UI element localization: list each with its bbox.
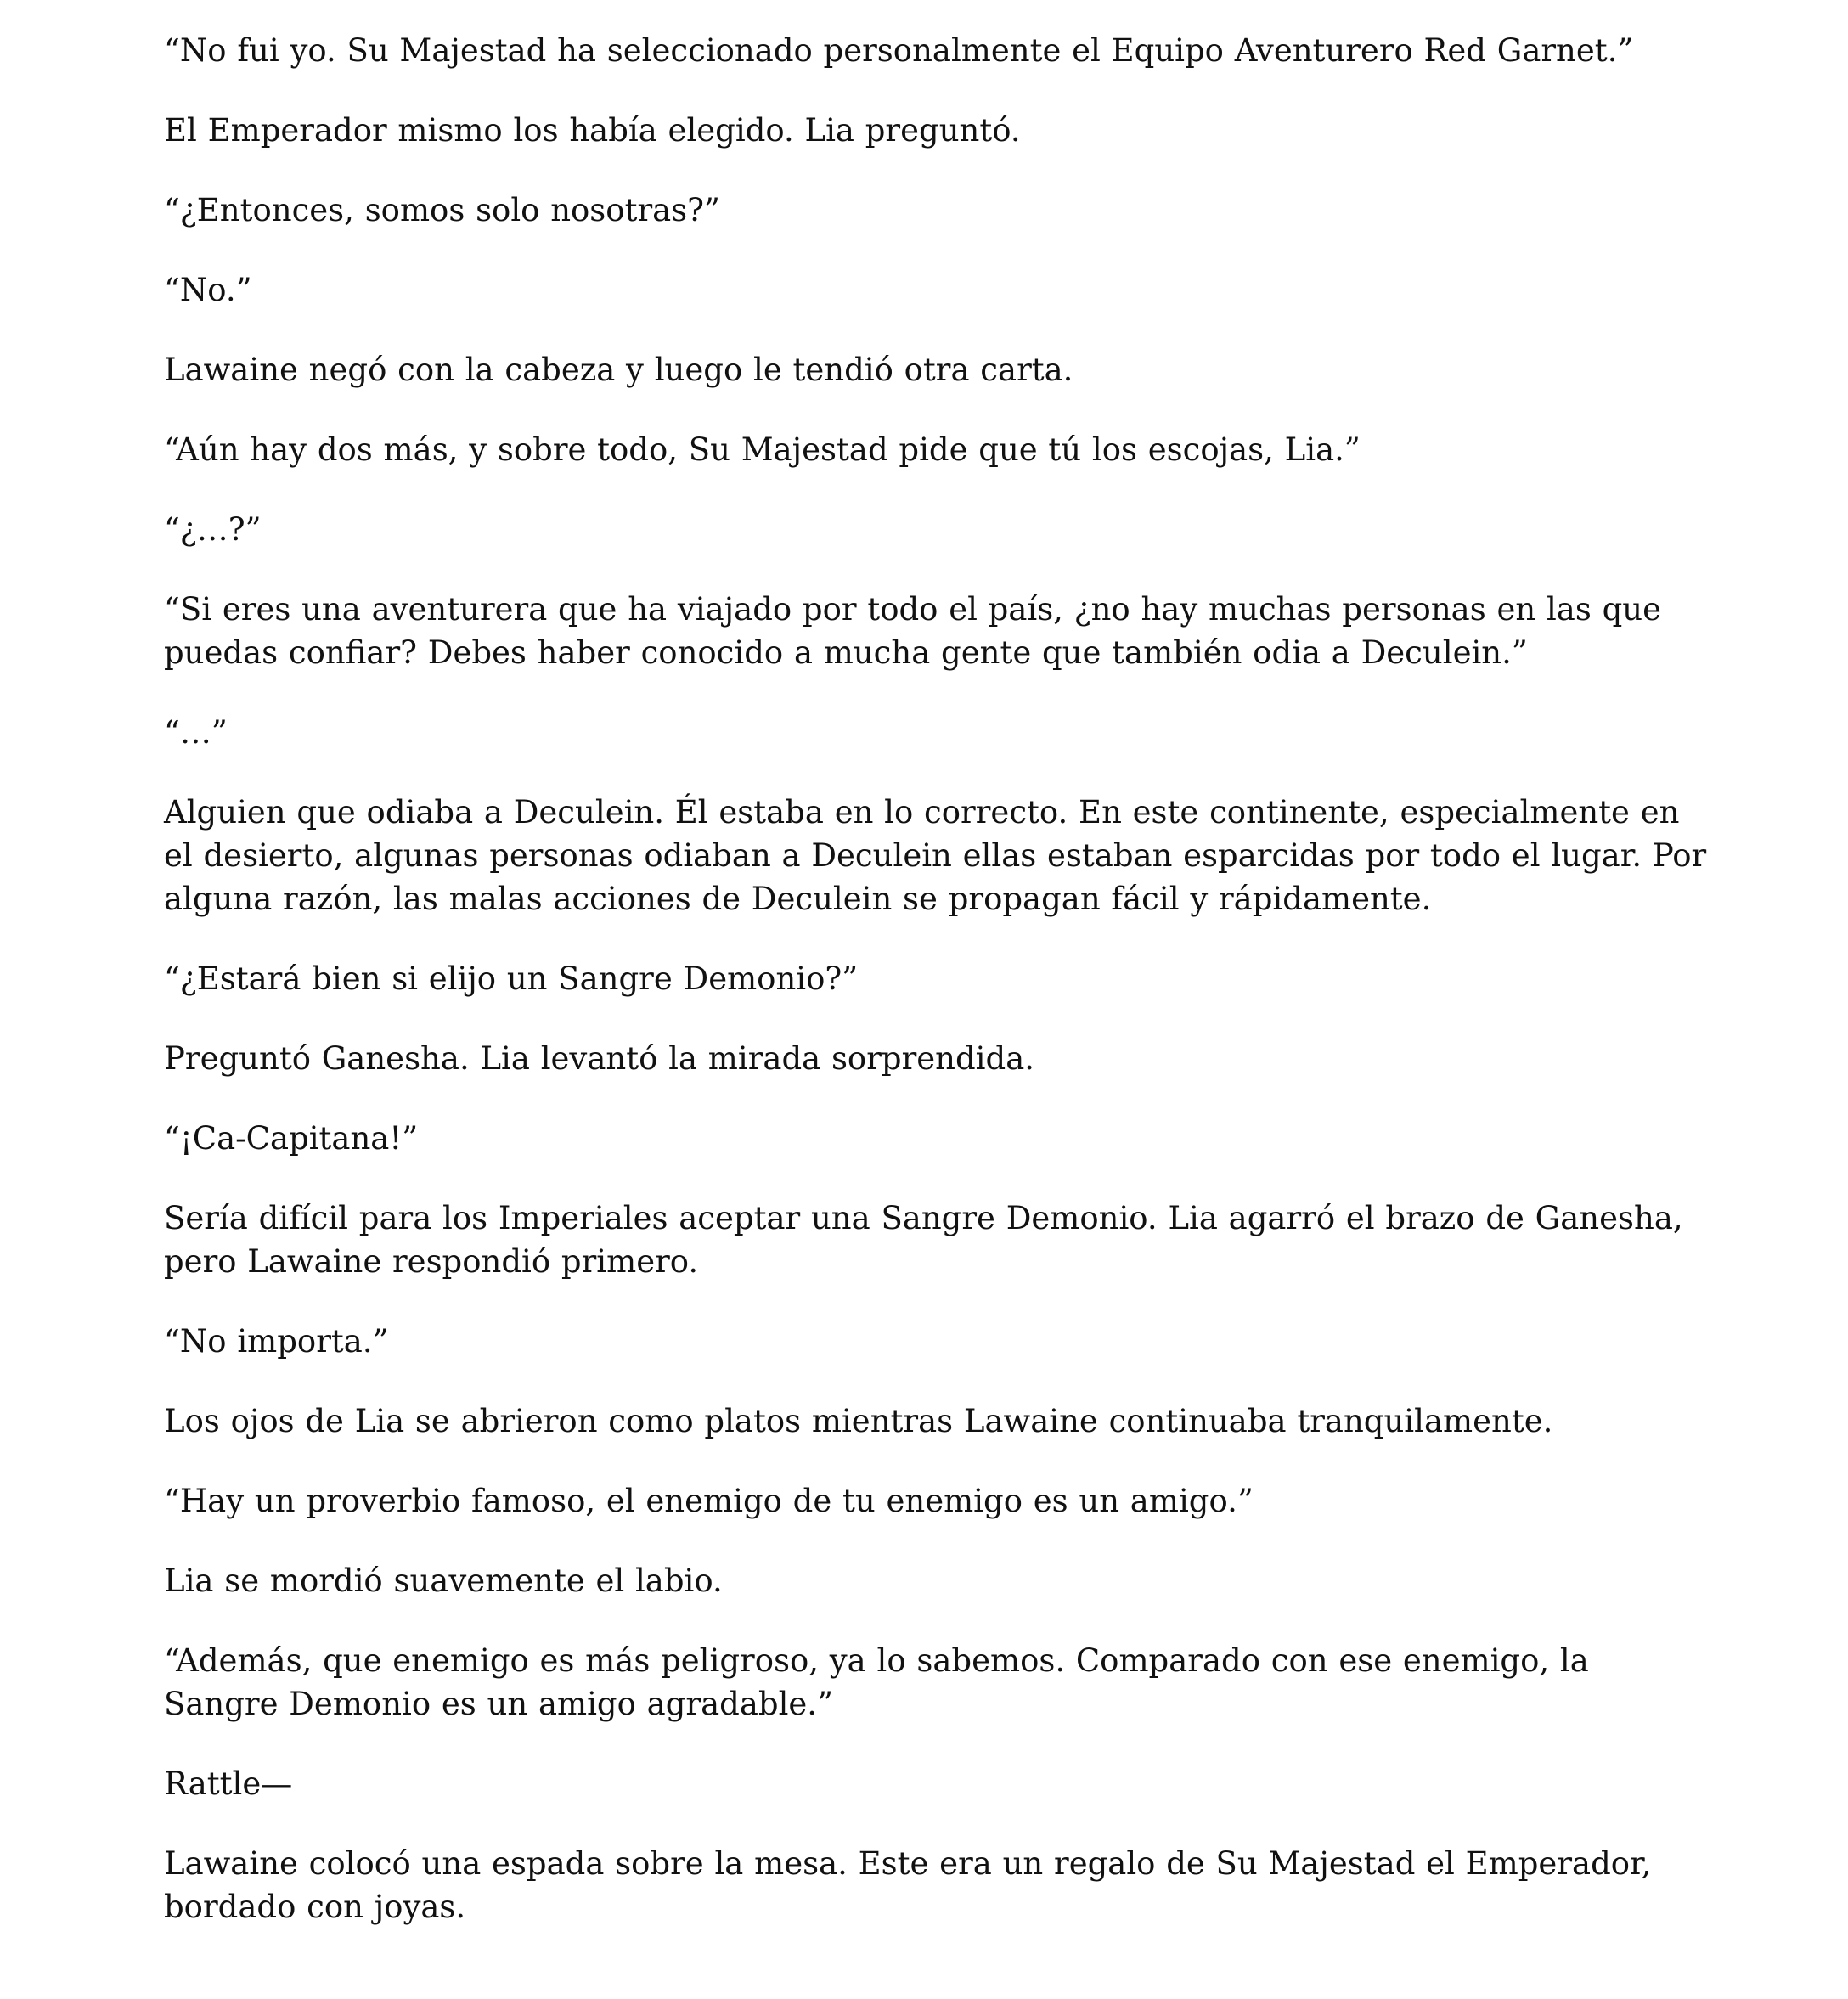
paragraph: “No fui yo. Su Majestad ha seleccionado personalmente el Equipo Aventurero Red Garnet.” (164, 32, 1634, 69)
paragraph: Alguien que odiaba a Deculein. Él estaba en lo correcto. En este continente, especialmente en el desierto, algunas personas odiaban a Deculein ellas estaban esparcidas por todo el lugar. Por alguna razón, las malas acciones de Deculein se propagan fácil y rápidamente. (164, 794, 1707, 917)
paragraph: Lawaine colocó una espada sobre la mesa. Este era un regalo de Su Majestad el Emperador, bordado con joyas. (164, 1845, 1652, 1925)
paragraph: “No importa.” (164, 1323, 389, 1360)
paragraph: “¿Entonces, somos solo nosotras?” (164, 192, 720, 228)
paragraph: Preguntó Ganesha. Lia levantó la mirada sorprendida. (164, 1040, 1035, 1077)
paragraph: “Si eres una aventurera que ha viajado por todo el país, ¿no hay muchas personas en las que puedas confiar? Debes haber conocido a mucha gente que también odia a Deculein.” (164, 591, 1662, 671)
document-body (164, 29, 1710, 1965)
paragraph: “No.” (164, 272, 252, 308)
paragraph: “Hay un proverbio famoso, el enemigo de tu enemigo es un amigo.” (164, 1483, 1254, 1519)
paragraph: “Aún hay dos más, y sobre todo, Su Majestad pide que tú los escojas, Lia.” (164, 431, 1361, 468)
paragraph: Rattle— (164, 1765, 293, 1802)
paragraph: “¿Estará bien si elijo un Sangre Demonio?” (164, 960, 859, 997)
paragraph: Sería difícil para los Imperiales aceptar una Sangre Demonio. Lia agarró el brazo de Ganesha, pero Lawaine respondió primero. (164, 1200, 1683, 1280)
paragraph: El Emperador mismo los había elegido. Lia preguntó. (164, 112, 1021, 149)
paragraph: Lia se mordió suavemente el labio. (164, 1563, 723, 1599)
paragraph: Lawaine negó con la cabeza y luego le tendió otra carta. (164, 352, 1073, 388)
paragraph: “Además, que enemigo es más peligroso, ya lo sabemos. Comparado con ese enemigo, la Sangre Demonio es un amigo agradable.” (164, 1642, 1589, 1722)
paragraph: “¡Ca-Capitana!” (164, 1120, 419, 1157)
paragraph: Los ojos de Lia se abrieron como platos mientras Lawaine continuaba tranquilamente. (164, 1403, 1553, 1439)
paragraph: “¿…?” (164, 511, 262, 548)
paragraph: “…” (164, 714, 228, 751)
